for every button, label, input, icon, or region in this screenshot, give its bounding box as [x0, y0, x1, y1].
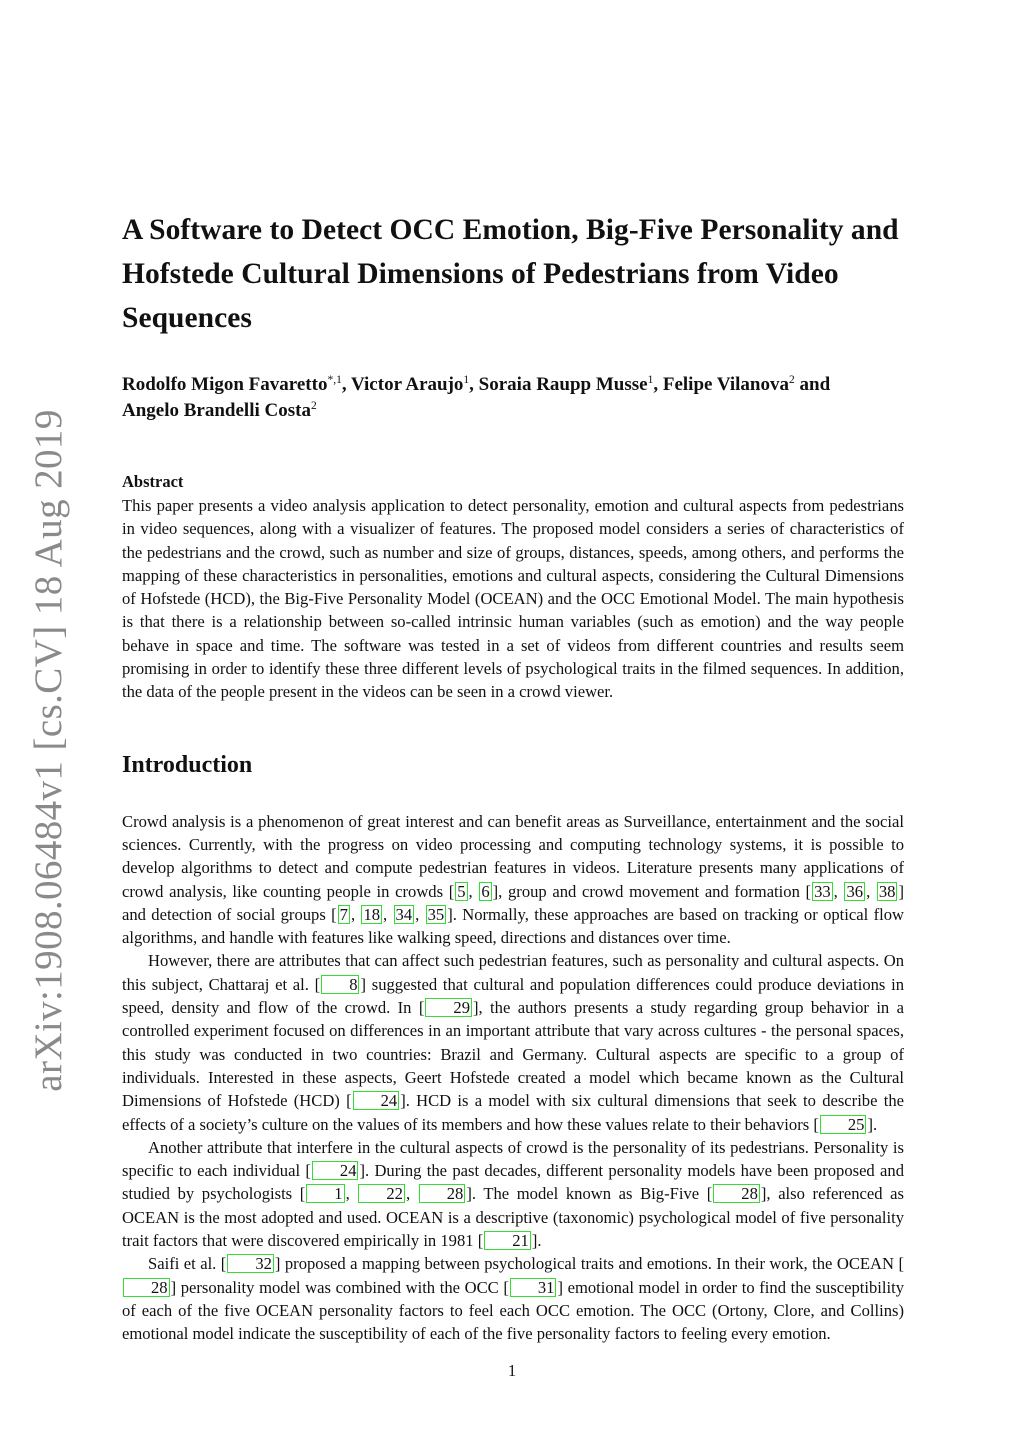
citation-link[interactable]: 6 — [481, 881, 490, 901]
author-name: Felipe Vilanova — [662, 374, 789, 395]
paragraph-text: ], group and crowd movement and formation [ — [492, 881, 812, 901]
citation-link[interactable]: 25 — [820, 1115, 867, 1134]
paragraph-text: Crowd analysis is a phenomenon of great interest and can benefit areas as Surveillance, entertainment and the social sciences. Currently, with the progress on video processing and computing technology systems, it is possible to develop algorithms to detect and compute pedestrian features in videos. Literature presents many applications of crowd analysis, like counting people in crowds [ — [122, 811, 904, 901]
citation-link[interactable]: 28 — [713, 1184, 760, 1203]
paragraph-text: ], also referenced as OCEAN is the most adopted and used. OCEAN is a descriptive (taxonomic) psychological model of five personality trait factors that were discovered empirically in 1981 [ — [122, 1184, 905, 1251]
intro-paragraph — [122, 1136, 904, 1252]
citation-link[interactable]: 31 — [510, 1278, 557, 1297]
title-line-3: Sequences — [122, 302, 252, 334]
author-name: Soraia Raupp Musse — [478, 374, 648, 395]
citation-link[interactable]: 1 — [306, 1184, 344, 1203]
paragraph-text: ]. During the past decades, different personality models have been proposed and studied by psychologists [ — [122, 1161, 904, 1204]
paragraph-text: ]. — [531, 1231, 542, 1251]
paragraph-text: , — [866, 881, 876, 901]
citation-link[interactable]: 36 — [846, 881, 864, 901]
paragraph-text: ] personality model was combined with the OCC [ — [170, 1277, 509, 1297]
author-affiliation: 1 — [463, 374, 470, 386]
paragraph-text: ]. HCD is a model with six cultural dimensions that seek to describe the effects of a society’s culture on the values of its members and how these values relate to their behaviors [ — [122, 1091, 904, 1134]
paper-title — [122, 208, 904, 340]
paragraph-text: ], the authors presents a study regarding group behavior in a controlled experiment focused on differences in an important attribute that vary across cultures - the personal spaces, this study was conducted in two countries: Brazil and Germany. Cultural aspects are specific to a group of individuals. Interested in these aspects, Geert Hofstede created a model which became known as the Cultural Dimensions of Hofstede (HCD) [ — [122, 998, 904, 1111]
title-line-1: A Software to Detect OCC Emotion, Big-Five Personality and — [122, 214, 899, 246]
citation-link[interactable]: 32 — [227, 1254, 274, 1273]
author-separator: , — [653, 374, 663, 395]
paragraph-text: , — [345, 1184, 358, 1204]
abstract-body: This paper presents a video analysis application to detect personality, emotion and cultural aspects from pedestrians in video sequences, along with a visualizer of features. The proposed model considers a series of characteristics of the pedestrians and the crowd, such as number and size of groups, distances, speeds, among others, and performs the mapping of these characteristics in personalities, emotions and cultural aspects, considering the Cultural Dimensions of Hofstede (HCD), the Big-Five Personality Model (OCEAN) and the OCC Emotional Model. The main hypothesis is that there is a relationship between so-called intrinsic human variables (such as emotion) and the way people behave in space and time. The software was tested in a set of videos from different countries and results seem promising in order to identify these three different levels of psychological traits in the filmed sequences. In addition, the data of the people present in the videos can be seen in a crowd viewer. — [122, 496, 904, 702]
citation-link[interactable]: 34 — [395, 904, 413, 924]
citation-link[interactable]: 21 — [484, 1231, 531, 1250]
author-affiliation: 2 — [789, 374, 795, 386]
paragraph-text: ]. Normally, these approaches are based on tracking or optical flow algorithms, and handle with features like walking speed, directions and distances over time. — [122, 904, 904, 948]
paragraph-text: , — [415, 904, 425, 924]
paragraph-text: ]. The model known as Big-Five [ — [466, 1184, 713, 1204]
citation-link[interactable]: 8 — [321, 975, 359, 994]
arxiv-sidebar — [20, 408, 76, 1092]
citation-link[interactable]: 28 — [419, 1184, 466, 1203]
title-line-2: Hofstede Cultural Dimensions of Pedestrians from Video — [122, 258, 839, 290]
arxiv-identifier: arXiv:1908.06484v1 [cs.CV] 18 Aug 2019 — [26, 408, 70, 1092]
author-separator: , — [341, 374, 352, 395]
paragraph-text: ] emotional model in order to find the susceptibility of each of the five OCEAN personality factors to feel each OCC emotion. The OCC (Ortony, Clore, and Collins) emotional model indicate the susceptibility of each of the five personality factors to feeling every emotion. — [122, 1277, 904, 1344]
abstract-section — [122, 470, 904, 704]
citation-link[interactable]: 7 — [339, 904, 348, 924]
author-separator: and — [794, 374, 831, 395]
author-affiliation: 2 — [310, 400, 317, 412]
citation-link[interactable]: 35 — [427, 904, 445, 924]
author-name: Victor Araujo — [351, 374, 464, 395]
author-affiliation: 1 — [647, 374, 654, 386]
author-name: Angelo Brandelli Costa — [122, 400, 311, 421]
citation-link[interactable]: 18 — [363, 904, 381, 924]
paragraph-text: ] suggested that cultural and population differences could produce deviations in speed, density and flow of the crowd. In [ — [122, 974, 904, 1018]
intro-paragraph — [122, 949, 904, 1135]
citation-link[interactable]: 28 — [123, 1278, 170, 1297]
paragraph-text: However, there are attributes that can affect such pedestrian features, such as personality and cultural aspects. On this subject, Chattaraj et al. [ — [122, 951, 904, 994]
citation-link[interactable]: 29 — [425, 998, 472, 1017]
introduction-body — [122, 810, 904, 1346]
paragraph-text: , — [383, 904, 393, 924]
main-content — [122, 208, 904, 1346]
abstract-heading: Abstract — [122, 472, 184, 491]
author-list — [122, 372, 904, 424]
paragraph-text: ] proposed a mapping between psychological traits and emotions. In their work, the OCEAN [ — [274, 1254, 904, 1274]
author-affiliation: *,1 — [327, 374, 342, 386]
paragraph-text: , — [350, 904, 361, 924]
citation-link[interactable]: 22 — [358, 1184, 405, 1203]
paragraph-text: Another attribute that interfere in the cultural aspects of crowd is the personality of its pedestrians. Personality is specific to each individual [ — [122, 1137, 904, 1181]
paragraph-text: , — [833, 881, 844, 901]
author-separator: , — [469, 374, 479, 395]
introduction-heading: Introduction — [122, 751, 253, 778]
paragraph-text: , — [405, 1184, 418, 1204]
citation-link[interactable]: 24 — [353, 1091, 400, 1110]
paragraph-text: ] and detection of social groups [ — [122, 881, 904, 924]
paragraph-text: ]. — [867, 1114, 878, 1134]
paragraph-text: Saifi et al. [ — [148, 1254, 227, 1274]
citation-link[interactable]: 38 — [878, 881, 896, 901]
page-number: 1 — [507, 1361, 517, 1380]
citation-link[interactable]: 33 — [814, 881, 831, 901]
intro-paragraph — [122, 1252, 904, 1345]
intro-paragraph — [122, 810, 904, 950]
citation-link[interactable]: 5 — [457, 881, 466, 901]
citation-link[interactable]: 24 — [312, 1161, 359, 1180]
paragraph-text: , — [468, 881, 479, 901]
author-name: Rodolfo Migon Favaretto — [122, 374, 328, 395]
